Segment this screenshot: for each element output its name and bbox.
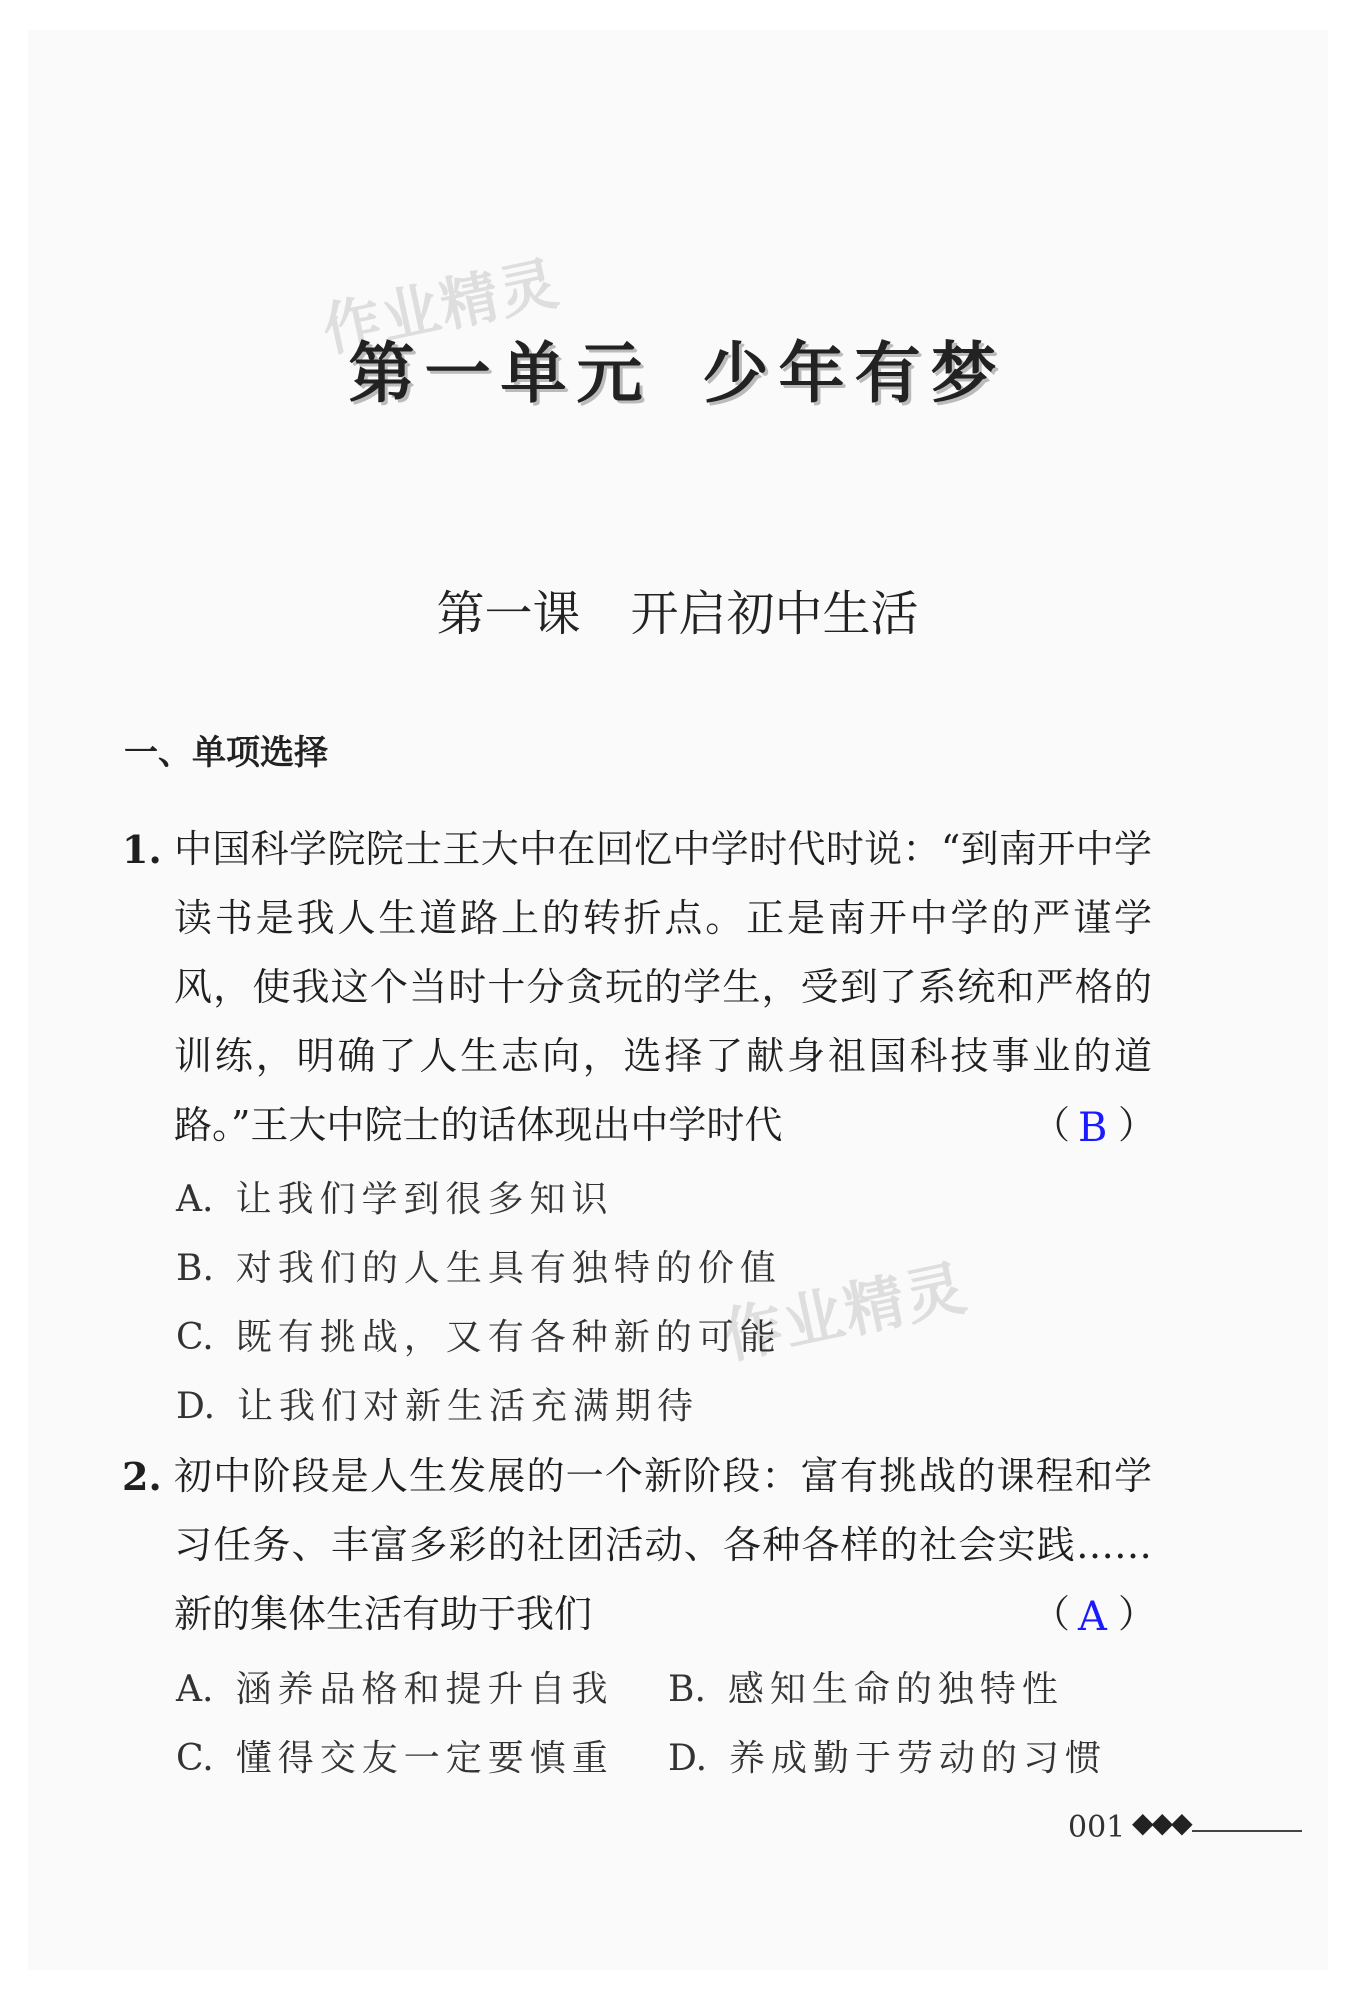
option-b (668, 1655, 1064, 1724)
answer-paren-close: ） (1118, 1103, 1157, 1147)
option-c (176, 1724, 614, 1793)
answer-mark: B (1078, 1105, 1108, 1151)
footer-rule (1192, 1830, 1302, 1832)
option-text: 懂得交友一定要慎重 (235, 1738, 614, 1779)
unit-title-part: 少年有梦 (702, 334, 1007, 412)
option-letter: C. (176, 1738, 214, 1779)
question-stem: 初中阶段是人生发展的一个新阶段：富有挑战的课程和学习任务、丰富多彩的社团活动、各种各样的社会实践……新的集体生活有助于我们 (174, 1454, 1152, 1636)
watermark: 作业精灵 (316, 248, 566, 366)
section-title: 一、单项选择 (124, 733, 328, 773)
option-letter: A. (176, 1179, 214, 1220)
option-letter: A. (176, 1669, 214, 1710)
option-c (176, 1303, 782, 1372)
option-letter: B. (668, 1669, 706, 1710)
option-a (176, 1165, 613, 1234)
lesson-number: 第一课 (436, 586, 581, 642)
option-text: 感知生命的独特性 (727, 1669, 1064, 1710)
lesson-name: 开启初中生活 (630, 586, 919, 642)
option-text: 让我们学到很多知识 (235, 1179, 614, 1220)
question-1 (122, 815, 1152, 1160)
diamond-ornament-icon: ◆◆◆ (1132, 1806, 1191, 1839)
option-letter: D. (176, 1386, 216, 1427)
answer-paren-close: ） (1118, 1592, 1157, 1636)
question-2 (122, 1442, 1152, 1649)
watermark: 作业精灵 (716, 1252, 974, 1373)
option-text: 对我们的人生具有独特的价值 (235, 1248, 782, 1289)
option-d (176, 1372, 699, 1441)
question-stem: 中国科学院院士王大中在回忆中学时代时说：“到南开中学读书是我人生道路上的转折点。正是南开中学的严谨学风，使我这个当时十分贪玩的学生，受到了系统和严格的训练，明确了人生志向，选择了献身祖国科技事业的道路。”王大中院士的话体现出中学时代 (174, 827, 1152, 1147)
question-number: 1. (122, 827, 162, 872)
option-letter: D. (668, 1738, 708, 1779)
option-text: 涵养品格和提升自我 (235, 1669, 614, 1710)
option-letter: C. (176, 1317, 214, 1358)
answer-paren-open: （ (1032, 1592, 1071, 1636)
unit-title-part: 第一单元 (348, 334, 653, 412)
option-d (668, 1724, 1107, 1793)
option-a (176, 1655, 613, 1724)
option-letter: B. (176, 1248, 214, 1289)
answer-paren-open: （ (1032, 1103, 1071, 1147)
option-text: 既有挑战，又有各种新的可能 (235, 1317, 782, 1358)
option-text: 养成勤于劳动的习惯 (729, 1738, 1108, 1779)
page-number: 001 (1068, 1810, 1126, 1845)
unit-title (0, 320, 1355, 415)
question-number: 2. (122, 1454, 162, 1499)
answer-mark: A (1078, 1594, 1107, 1640)
option-b (176, 1234, 782, 1303)
lesson-title (0, 575, 1355, 644)
option-text: 让我们对新生活充满期待 (237, 1386, 700, 1427)
